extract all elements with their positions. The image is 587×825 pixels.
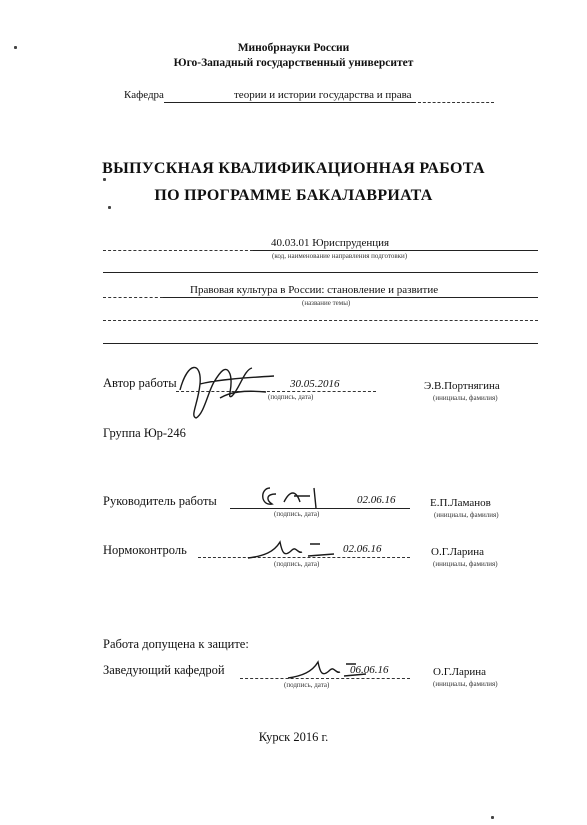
group-label: Группа Юр-246 [103, 426, 186, 440]
department-name: теории и истории государства и права [234, 89, 412, 101]
supervisor-date: 02.06.16 [357, 494, 396, 506]
scan-mark [103, 178, 106, 181]
underline [164, 102, 236, 103]
underline [103, 343, 538, 344]
normcontrol-date: 02.06.16 [343, 543, 382, 555]
department-label: Кафедра [124, 89, 164, 101]
program-caption: (код, наименование направления подготовки) [272, 252, 408, 260]
author-date: 30.05.2016 [290, 378, 340, 390]
head-date-caption: (подпись, дата) [284, 681, 330, 689]
admission-text: Работа допущена к защите: [103, 637, 249, 651]
supervisor-name: Е.П.Ламанов [430, 497, 491, 509]
author-signature [170, 352, 280, 422]
normcontrol-date-caption: (подпись, дата) [274, 560, 320, 568]
head-name: О.Г.Ларина [433, 666, 487, 678]
supervisor-label: Руководитель работы [103, 494, 217, 508]
document-title-line2: ПО ПРОГРАММЕ БАКАЛАВРИАТА [154, 187, 433, 204]
underline [103, 250, 253, 251]
topic-value: Правовая культура в России: становление и развитие [190, 284, 439, 296]
scan-mark [108, 206, 111, 209]
program-value: 40.03.01 Юриспруденция [271, 237, 390, 249]
underline [103, 297, 163, 298]
underline [253, 250, 538, 251]
underline [103, 320, 538, 321]
scan-mark [491, 816, 494, 819]
document-title-line1: ВЫПУСКНАЯ КВАЛИФИКАЦИОННАЯ РАБОТА [102, 160, 485, 177]
head-date: 06.06.16 [350, 664, 389, 676]
author-label: Автор работы [103, 376, 177, 390]
university-name: Юго-Западный государственный университет [173, 57, 414, 69]
city-year: Курск 2016 г. [258, 730, 329, 744]
normcontrol-label: Нормоконтроль [103, 543, 187, 557]
normcontrol-name-caption: (инициалы, фамилия) [433, 560, 498, 568]
supervisor-date-caption: (подпись, дата) [274, 510, 320, 518]
ministry-name: Минобрнауки России [237, 42, 350, 54]
underline [163, 297, 538, 298]
underline [103, 272, 538, 273]
head-label: Заведующий кафедрой [103, 663, 225, 677]
underline [234, 102, 416, 103]
author-name: Э.В.Портнягина [424, 380, 500, 392]
author-name-caption: (инициалы, фамилия) [433, 394, 498, 402]
topic-caption: (название темы) [302, 299, 351, 307]
head-name-caption: (инициалы, фамилия) [433, 680, 498, 688]
author-date-caption: (подпись, дата) [268, 393, 314, 401]
normcontrol-name: О.Г.Ларина [431, 546, 485, 558]
supervisor-name-caption: (инициалы, фамилия) [434, 511, 499, 519]
underline [418, 102, 494, 103]
